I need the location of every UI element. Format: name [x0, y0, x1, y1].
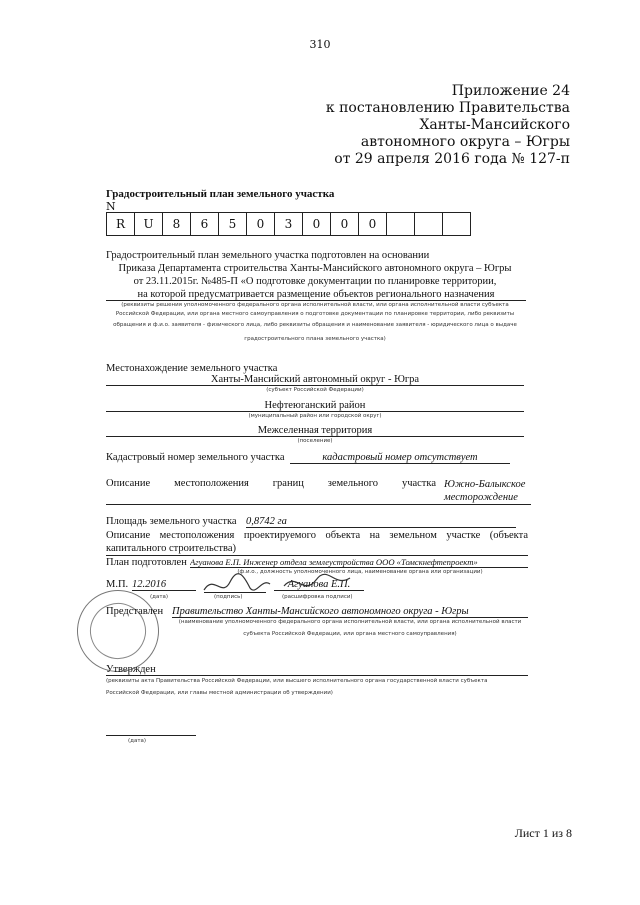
submitted-note-2: субъекта Российской Федерации, или органа местного самоуправления) — [243, 631, 457, 637]
number-cell — [443, 213, 471, 236]
number-cell: 0 — [247, 213, 275, 236]
mp-label: М.П. — [106, 579, 129, 590]
handwritten-signature — [200, 568, 360, 602]
basis-line-1: Приказа Департамента строительства Ханты-Мансийского автономного округа – Югры — [118, 263, 512, 274]
number-label: N — [106, 200, 116, 213]
approved-date-note: (дата) — [128, 738, 147, 744]
approved-label: Утвержден — [106, 664, 528, 676]
object-desc-label: Описание местоположения проектируемого объекта на земельном участке (объекта капитального строительства) — [106, 530, 528, 554]
number-cell: 3 — [275, 213, 303, 236]
area-label: Площадь земельного участка — [106, 516, 237, 527]
number-cell: 0 — [331, 213, 359, 236]
number-cell: 0 — [359, 213, 387, 236]
boundaries-value: Южно-Балыкское месторождение — [106, 478, 531, 505]
sheet-counter: Лист 1 из 8 — [514, 826, 572, 840]
number-cell — [387, 213, 415, 236]
appendix-line-2: к постановлению Правительства — [325, 100, 570, 116]
boundaries-label: Описание местоположения границ земельного участка — [106, 478, 436, 489]
location-settlement-note: (поселение) — [297, 438, 333, 444]
location-label: Местонахождение земельного участка — [106, 363, 278, 374]
prepared-label: План подготовлен — [106, 557, 187, 568]
basis-line-2: от 23.11.2015г. №485-П «О подготовке документации по планировке территории, — [133, 276, 497, 287]
page-number: 310 — [309, 38, 331, 51]
approved-date-line — [106, 735, 196, 736]
basis-line-3: на которой предусматривается размещение объектов регионального назначения — [106, 289, 526, 301]
number-cell: U — [135, 213, 163, 236]
cadastral-value: кадастровый номер отсутствует — [290, 452, 510, 464]
cadastral-label: Кадастровый номер земельного участка — [106, 452, 285, 463]
number-cell: 6 — [191, 213, 219, 236]
location-subject-note: (субъект Российской Федерации) — [266, 387, 364, 393]
decode-note: (расшифровка подписи) — [282, 594, 353, 600]
number-cell: 5 — [219, 213, 247, 236]
sign-note: (подпись) — [214, 594, 243, 600]
location-district-note: (муниципальный район или городской округ) — [248, 413, 382, 419]
appendix-line-5: от 29 апреля 2016 года № 127-п — [334, 151, 570, 167]
submitted-value: Правительство Ханты-Мансийского автономного округа - Югры — [172, 606, 528, 618]
number-cell: 8 — [163, 213, 191, 236]
basis-intro: Градостроительный план земельного участка подготовлен на основании — [106, 250, 430, 261]
date-note: (дата) — [150, 594, 169, 600]
basis-note-4: градостроительного плана земельного участка) — [244, 336, 386, 342]
appendix-line-4: автономного округа – Югры — [360, 134, 570, 150]
location-district: Нефтеюганский район — [106, 400, 524, 412]
plan-title: Градостроительный план земельного участка — [106, 188, 335, 200]
area-value: 0,8742 га — [246, 516, 516, 528]
submitted-note-1: (наименование уполномоченного федерального органа исполнительной власти, или органа исполнительной власти — [178, 619, 522, 625]
submitted-label: Представлен — [106, 606, 164, 617]
basis-note-3: обращения и ф.и.о. заявителя - физического лица, либо реквизиты обращения и наименование заявителя - юридического лица о выдаче — [113, 322, 517, 328]
appendix-line-1: Приложение 24 — [451, 83, 570, 99]
location-subject: Ханты-Мансийский автономный округ - Югра — [106, 374, 524, 386]
prepared-value: Агуанова Е.П. Инженер отдела землеустройства ООО «Томскнефтепроект» — [190, 557, 528, 568]
basis-note-2: Российской Федерации, или органа местного самоуправления о подготовке документации по планировке территории, либо реквизиты — [115, 311, 515, 317]
prepared-date: 12.2016 — [132, 579, 196, 591]
location-settlement: Межселенная территория — [106, 425, 524, 437]
prepared-note: (ф.и.о., должность уполномоченного лица, наименование органа или организации) — [237, 569, 483, 575]
approved-note-1: (реквизиты акта Правительства Российской Федерации, или высшего исполнительного органа государственной власти субъекта — [106, 678, 488, 684]
number-cell: R — [107, 213, 135, 236]
number-cell: 0 — [303, 213, 331, 236]
basis-note-1: (реквизиты решения уполномоченного федерального органа исполнительной власти, или органа исполнительной власти субъекта — [121, 302, 509, 308]
approved-note-2: Российской Федерации, или главы местной администрации об утверждении) — [106, 690, 333, 696]
appendix-line-3: Ханты-Мансийского — [419, 117, 570, 133]
signature-decode: Агуанова Е.П. — [274, 579, 364, 591]
number-cell — [415, 213, 443, 236]
plan-number-grid — [106, 212, 471, 236]
